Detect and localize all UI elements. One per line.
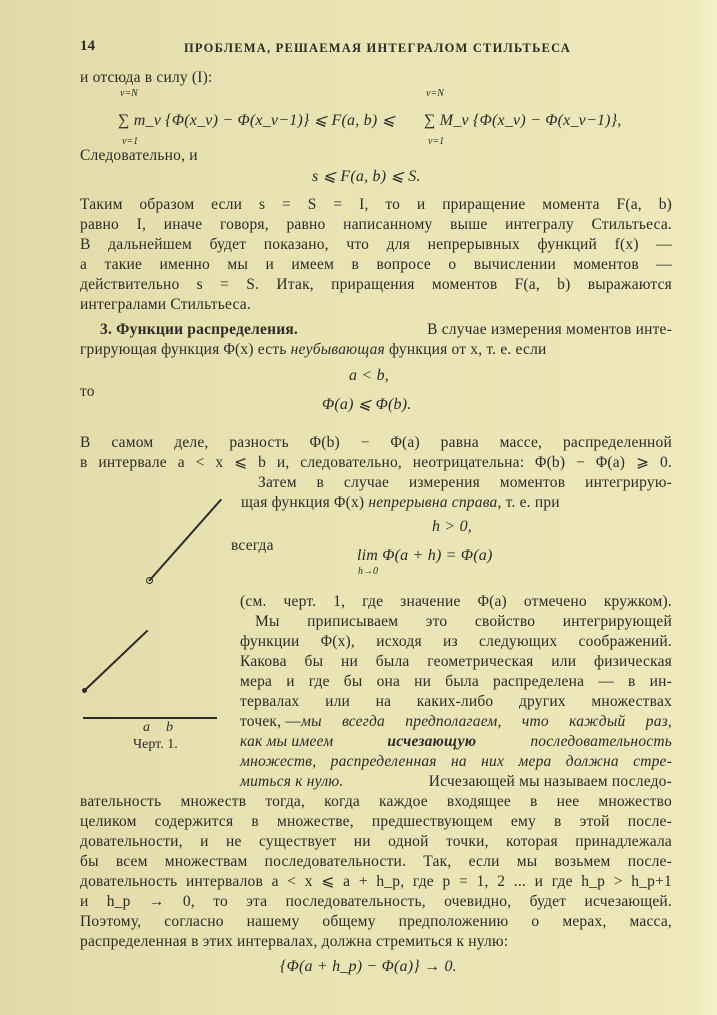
text-line: целиком содержится в множестве, предшествующем ему в этой после- [80, 813, 672, 830]
text-line: Поэтому, согласно нашему общему предположению о мерах, масса, [80, 913, 672, 930]
sum-upper-limit: ν=N [426, 88, 444, 99]
always-word: всегда [231, 537, 274, 554]
sum-lower-limit: ν=1 [428, 136, 445, 147]
text-line: (см. черт. 1, где значение Φ(a) отмечено кружком). [240, 593, 672, 610]
equation-5: h > 0, [432, 518, 472, 535]
text-line: Таким образом если s = S = I, то и приращение момента F(a, b) [80, 196, 672, 213]
text-line: и h_p → 0, то эта последовательность, очевидно, будет исчезающей. [80, 893, 672, 910]
text-line: Какова бы ни была геометрическая или физическая [240, 653, 672, 670]
then-word: то [80, 383, 95, 400]
graph-upper-segment [148, 499, 222, 582]
emphasis: миться к нулю. [240, 773, 344, 790]
text-line: мера и где бы она ни была распределена — в ин- [240, 673, 672, 690]
text-line: в интервале a < x ⩽ b и, следовательно, неотрицательна: Φ(b) − Φ(a) ⩾ 0. [80, 454, 672, 471]
axis-label-a: a [143, 720, 150, 735]
emphasis: последовательность [530, 733, 672, 750]
equation-7: {Φ(a + h_p) − Φ(a)} → 0. [280, 958, 457, 975]
text-line: Затем в случае измерения моментов интегрирую- [258, 474, 672, 491]
sum-upper-limit: ν=N [120, 88, 138, 99]
text-line: довательности, и не существует ни одной точки, которая принадлежала [80, 833, 672, 850]
text-span: щая функция Φ(x) [241, 494, 369, 511]
equation-right: ∑ M_ν {Φ(x_ν) − Φ(x_ν−1)}, [424, 112, 622, 129]
text-line [240, 771, 672, 793]
text-line: распределенная в этих интервалах, должна стремиться к нулю: [80, 933, 509, 950]
text-line: В самом деле, разность Φ(b) − Φ(a) равна массе, распределенной [80, 434, 672, 451]
text-span: функция от x, т. е. если [384, 341, 547, 358]
page-number: 14 [80, 38, 95, 54]
figure-caption: Черт. 1. [133, 737, 178, 752]
text-line: а такие именно мы и имеем в вопросе о вычислении моментов — [80, 256, 672, 273]
open-circle-marker [146, 577, 153, 584]
equation-4: Φ(a) ⩽ Φ(b). [322, 396, 412, 413]
text-line: довательность интервалов a < x ⩽ a + h_p, где p = 1, 2 ... и где h_p > h_p+1 [80, 873, 672, 890]
graph-lower-segment [83, 630, 148, 692]
text-line: вательность множеств тогда, когда каждое входящее в нее множество [80, 793, 672, 810]
sum-lower-limit: ν=1 [122, 136, 139, 147]
emphasis: как мы имеем [240, 733, 334, 750]
text-line: функции Φ(x), исходя из следующих соображений. [240, 633, 672, 650]
text-span: Исчезающей мы называем последо- [428, 773, 672, 790]
text-line [80, 339, 547, 361]
equation-2: s ⩽ F(a, b) ⩽ S. [312, 168, 421, 185]
equation-3: a < b, [349, 367, 389, 384]
start-point-marker [82, 688, 87, 693]
text-span: грирующая функция Φ(x) есть [80, 341, 291, 358]
x-axis [83, 717, 217, 719]
text-line: В дальнейшем будет показано, что для непрерывных функций f(x) — [80, 236, 672, 253]
text-line: бы всем множествам последовательности. Так, если мы возьмем после- [80, 853, 672, 870]
intro-line: и отсюда в силу (I): [80, 69, 213, 86]
limit-subscript: h→0 [358, 566, 378, 577]
text-span: , т. е. при [497, 494, 560, 511]
emphasis: множеств, распределенная на них мера должна стре- [240, 753, 672, 770]
text-line: интегралами Стильтьеса. [80, 296, 251, 313]
running-title: ПРОБЛЕМА, РЕШАЕМАЯ ИНТЕГРАЛОМ СТИЛЬТЬЕСА [184, 41, 571, 55]
section-heading-line [100, 319, 672, 341]
text-line: тервалах или на каких-либо других множествах [240, 693, 672, 710]
axis-label-b: b [166, 720, 173, 735]
emphasis: неубывающая [290, 341, 385, 358]
consequently-line: Следовательно, и [80, 147, 198, 164]
text-line [240, 731, 672, 753]
text-line: В случае измерения моментов инте- [427, 321, 672, 338]
text-span: точек, — [240, 713, 301, 730]
equation-left: ∑ m_ν {Φ(x_ν) − Φ(x_ν−1)} ⩽ F(a, b) ⩽ [118, 112, 396, 129]
strong-emphasis: исчезающую [387, 733, 477, 750]
text-line: равно I, иначе говоря, равно написанному выше интегралу Стильтьеса. [80, 216, 672, 233]
equation-6: lim Φ(a + h) = Φ(a) [357, 547, 493, 564]
emphasis: непрерывна справа [368, 494, 498, 511]
text-line: действительно s = S. Итак, приращения моментов F(a, b) выражаются [80, 276, 672, 293]
emphasis: мы всегда предполагаем, что каждый раз, [300, 713, 672, 730]
section-title: Функции распределения. [116, 321, 298, 338]
text-line [240, 711, 672, 733]
text-line: Мы приписываем это свойство интегрирующей [255, 613, 672, 630]
text-line [241, 492, 560, 514]
section-number: 3. [100, 321, 113, 338]
